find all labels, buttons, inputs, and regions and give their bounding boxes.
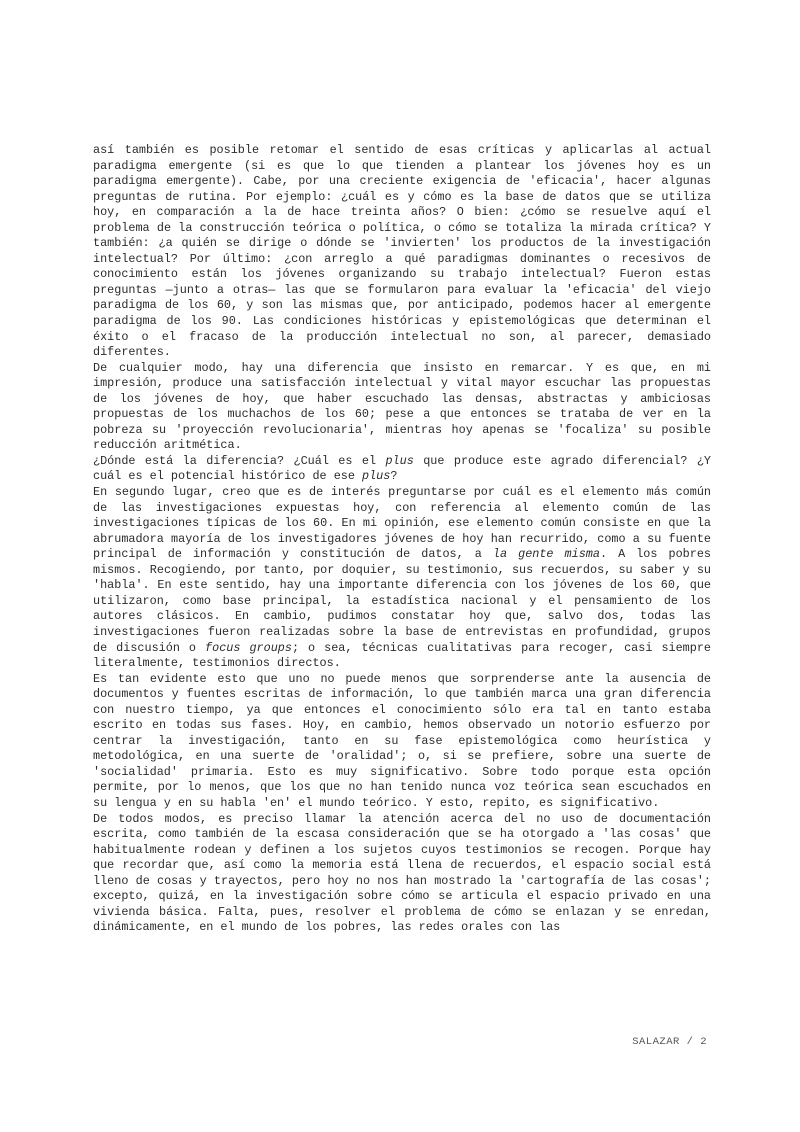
paragraph [93,672,711,812]
paragraph-text: ; o sea, técnicas cualitativas para recoger, casi siempre literalmente, testimonios directos. [93,640,711,671]
body-text [93,143,711,936]
page-footer: SALAZAR / 2 [632,1036,707,1048]
paragraph-text: que produce este agrado diferencial? ¿Y cuál es el potencial histórico de ese [93,453,712,484]
paragraph-text: De todos modos, es preciso llamar la atención acerca del no uso de documentación escrita, como también de la escasa consideración que se ha otorgado a 'las cosas' que habitualmente rodean y definen a los sujetos cuyos testimonios se recogen. Porque hay que recordar que, así como la memoria está llena de recuerdos, el espacio social está lleno de cosas y trayectos, pero hoy no nos han mostrado la 'cartografía de las cosas'; excepto, quizá, en la investigación sobre cómo se articula el espacio privado en una vivienda básica. Falta, pues, resolver el problema de cómo se enlazan y se enredan, dinámicamente, en el mundo de los pobres, las redes orales con las [93,811,711,935]
paragraph-text: ¿Dónde está la diferencia? ¿Cuál es el [93,453,386,468]
paragraph [93,143,711,361]
paragraph-text: . A los pobres mismos. Recogiendo, por tanto, por doquier, su testimonio, sus recuerdos, su saber y su 'habla'. En este sentido, hay una importante diferencia con los jóvenes de los 60, que utilizaron, como base principal, la estadística nacional y el pensamiento de los autores clásicos. En cambio, pudimos constatar hoy que, salvo dos, todas las investigaciones fueron realizadas sobre la base de entrevistas en profundidad, grupos de discusión o [93,547,711,655]
paragraph-text: ? [390,469,398,484]
emphasis-text: la gente misma [492,547,600,562]
paragraph-text: De cualquier modo, hay una diferencia que insisto en remarcar. Y es que, en mi impresión, produce una satisfacción intelectual y vital mayor escuchar las propuestas de los jóvenes de hoy, que haber escuchado las densas, abstractas y ambiciosas propuestas de los muchachos de los 60; pese a que entonces se trataba de ver en la pobreza su 'proyección revolucionaria', mientras hoy apenas se 'focaliza' su posible reducción aritmética. [93,360,711,453]
paragraph [93,361,711,454]
paragraph-text: así también es posible retomar el sentido de esas críticas y aplicarlas al actual paradigma emergente (si es que lo que tienden a plantear los jóvenes hoy es un paradigma emergente). Cabe, por una creciente exigencia de 'eficacia', hacer algunas preguntas de rutina. Por ejemplo: ¿cuál es y cómo es la base de datos que se utiliza hoy, en comparación a la de hace treinta años? O bien: ¿cómo se resuelve aquí el problema de la construcción teórica o política, o cómo se totaliza la mirada crítica? Y también: ¿a quién se dirige o dónde se 'invierten' los productos de la investigación intelectual? Por último: ¿con arreglo a qué paradigmas dominantes o recesivos de conocimiento están los jóvenes organizando su trabajo intelectual? Fueron estas preguntas —junto a otras— las que se formularon para evaluar la 'eficacia' del viejo paradigma de los 60, y son las mismas que, por anticipado, podemos hacer al emergente paradigma de los 90. Las condiciones históricas y epistemológicas que determinan el éxito o el fracaso de la producción intelectual no son, al parecer, demasiado diferentes. [93,143,711,360]
paragraph [93,485,711,672]
paragraph-text: En segundo lugar, creo que es de interés preguntarse por cuál es el elemento más común de las investigaciones expuestas hoy, con referencia al elemento común de las investigaciones típicas de los 60. En mi opinión, ese elemento común consiste en que la abrumadora mayoría de los investigadores jóvenes de hoy han recurrido, como a su fuente principal de información y constitución de datos, a [93,485,711,562]
emphasis-text: focus groups [205,640,292,655]
emphasis-text: plus [362,469,391,484]
paragraph-text: Es tan evidente esto que uno no puede menos que sorprenderse ante la ausencia de documentos y fuentes escritas de información, lo que también marca una gran diferencia con nuestro tiempo, ya que entonces el conocimiento sólo era tal en tanto estaba escrito en todas sus fases. Hoy, en cambio, hemos observado un notorio esfuerzo por centrar la investigación, tanto en su fase epistemológica como heurística y metodológica, en una suerte de 'oralidad'; o, si se prefiere, sobre una suerte de 'socialidad' primaria. Esto es muy significativo. Sobre todo porque esta opción permite, por lo menos, que los que no han tenido nunca voz teórica sean escuchados en su lengua y en su habla 'en' el mundo teórico. Y esto, repito, es significativo. [93,671,711,810]
paragraph [93,454,711,485]
emphasis-text: plus [385,453,414,468]
paragraph [93,812,711,936]
